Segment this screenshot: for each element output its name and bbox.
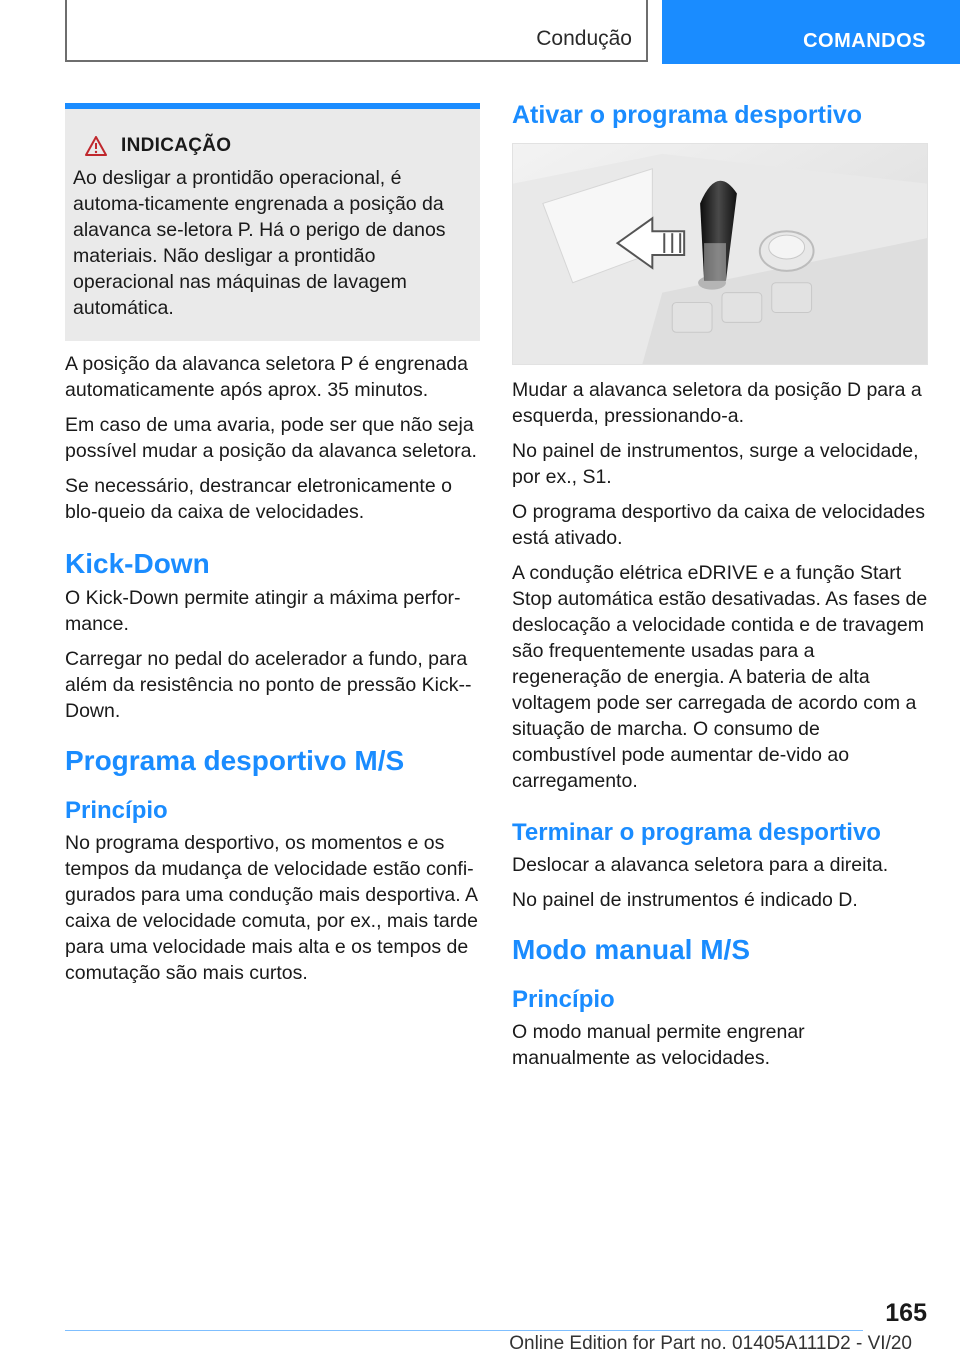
- section-title: COMANDOS: [803, 30, 926, 52]
- paragraph: A condução elétrica eDRIVE e a função Start Stop automática estão desativadas. As fases de deslocação a velocidade contida e de travagem são frequentemente usadas para a regeneração de energia. A bateria de alta voltagem pode ser carregada de acordo com a situação de marcha. O consumo de combustível pode aumentar de-vido ao carregamento.: [512, 562, 928, 792]
- right-column: [512, 100, 928, 1080]
- warning-triangle-icon: [85, 136, 107, 156]
- manual-mode-heading: Modo manual M/S: [512, 934, 750, 965]
- footer-divider: [65, 1330, 863, 1331]
- terminate-sport-heading: Terminar o programa desportivo: [512, 819, 881, 846]
- activate-sport-heading: Ativar o programa desportivo: [512, 101, 863, 129]
- paragraph: O Kick-Down permite atingir a máxima perfor-mance.: [65, 587, 461, 635]
- paragraph: Carregar no pedal do acelerador a fundo, para além da resistência no ponto de pressão Kick--Down.: [65, 648, 472, 722]
- left-column: [65, 103, 480, 995]
- notice-box: [65, 103, 480, 341]
- page-number: 165: [885, 1299, 927, 1327]
- section-tab: [662, 0, 960, 64]
- paragraph: O programa desportivo da caixa de velocidades está ativado.: [512, 501, 925, 549]
- notice-header: [85, 135, 472, 157]
- sport-program-heading: Programa desportivo M/S: [65, 745, 405, 776]
- paragraph: O modo manual permite engrenar manualmente as velocidades.: [512, 1021, 805, 1069]
- paragraph: Se necessário, destrancar eletronicamente o blo-queio da caixa de velocidades.: [65, 475, 452, 523]
- paragraph: No programa desportivo, os momentos e os tempos da mudança de velocidade estão confi-gurados para uma condução mais desportiva. A caixa de velocidade comuta, por ex., mais tarde para uma velocidade mais alta e os tempos de comutação são mais curtos.: [65, 832, 478, 984]
- paragraph: Em caso de uma avaria, pode ser que não seja possível mudar a posição da alavanca seletora.: [65, 414, 477, 462]
- chapter-title: Condução: [536, 27, 632, 50]
- edition-text: Online Edition for Part no. 01405A111D2 - VI/20: [509, 1333, 912, 1354]
- paragraph: No painel de instrumentos, surge a velocidade, por ex., S1.: [512, 440, 919, 488]
- manual-principle-heading: Princípio: [512, 986, 615, 1013]
- paragraph: A posição da alavanca seletora P é engrenada automaticamente após aprox. 35 minutos.: [65, 353, 468, 401]
- gear-selector-photo: [512, 143, 928, 365]
- kickdown-heading: Kick-Down: [65, 548, 210, 579]
- paragraph: No painel de instrumentos é indicado D.: [512, 889, 858, 911]
- paragraph: Deslocar a alavanca seletora para a direita.: [512, 854, 889, 876]
- notice-text: Ao desligar a prontidão operacional, é automa-ticamente engrenada a posição da alavanca se-letora P. Há o perigo de danos materiais. Não desligar a prontidão operacional nas máquinas de lavagem automática.: [73, 167, 446, 319]
- chapter-tab: [65, 0, 648, 62]
- paragraph: Mudar a alavanca seletora da posição D para a esquerda, pressionando-a.: [512, 379, 922, 427]
- notice-title: INDICAÇÃO: [121, 135, 232, 156]
- principle-heading: Princípio: [65, 797, 168, 824]
